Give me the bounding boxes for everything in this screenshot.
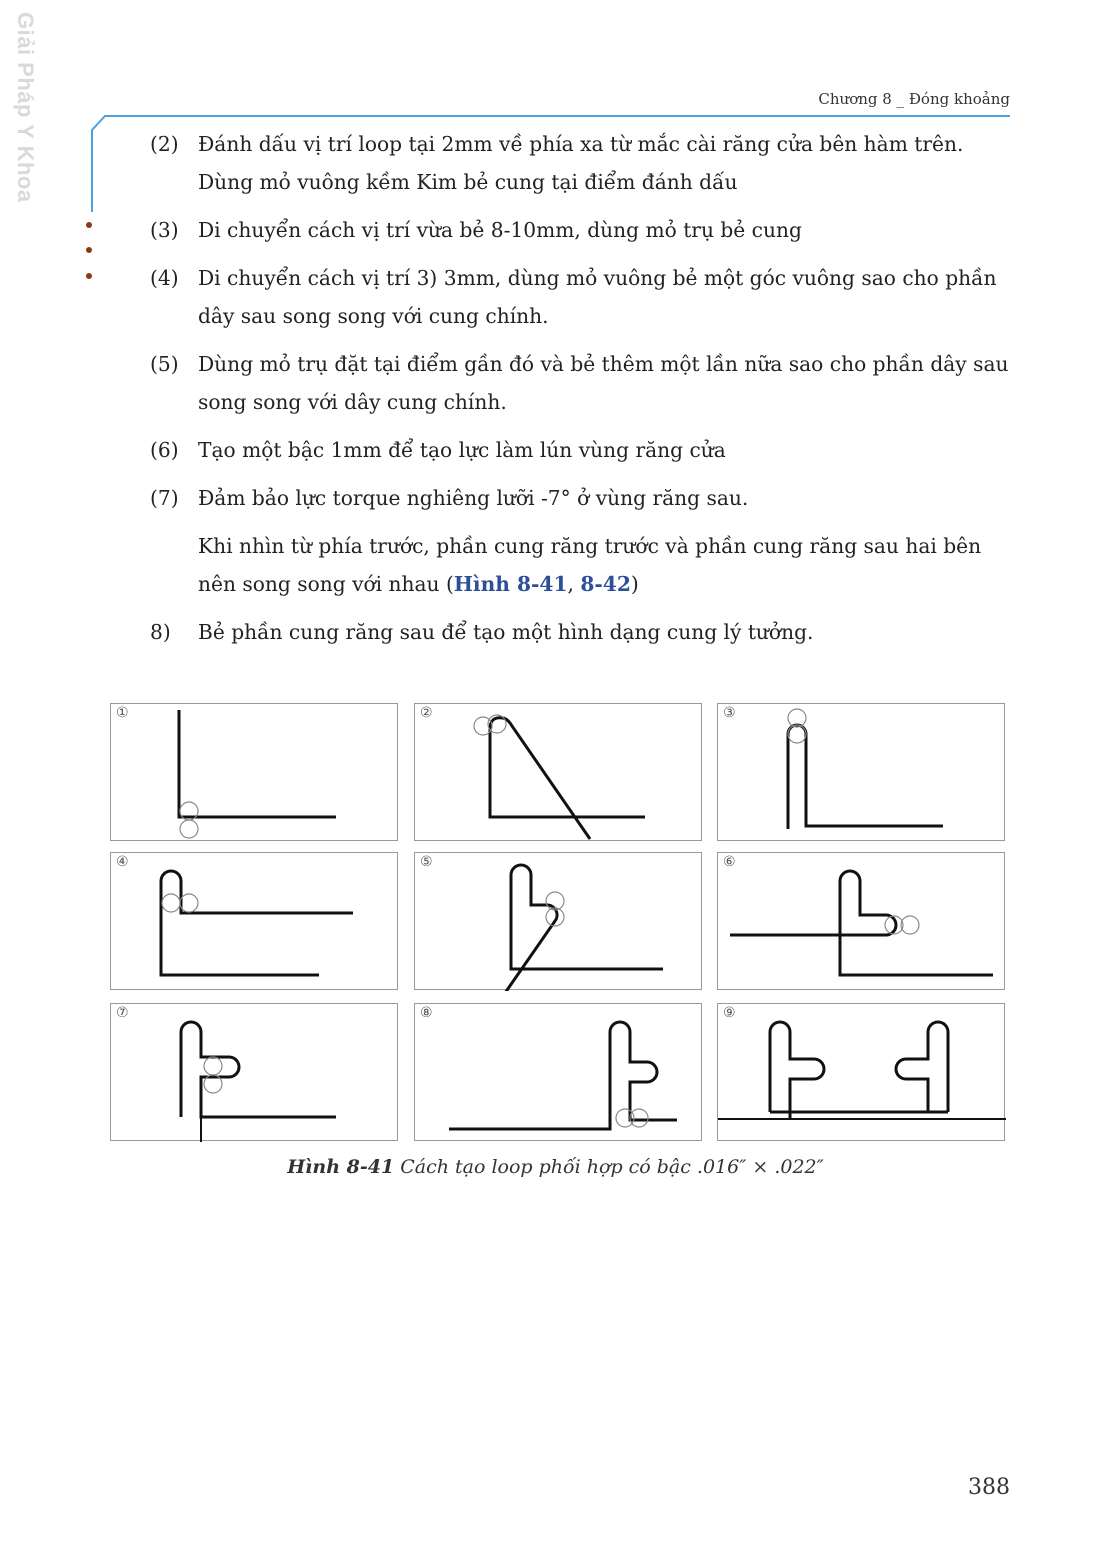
step-text: Đảm bảo lực torque nghiêng lưỡi -7° ở vùng răng sau. — [198, 486, 749, 510]
step-text: Di chuyển cách vị trí vừa bẻ 8-10mm, dùng mỏ trụ bẻ cung — [198, 218, 802, 242]
step-item — [150, 211, 1012, 249]
figure-panel — [717, 852, 1005, 990]
step-item — [150, 613, 1012, 651]
figure-caption — [0, 1156, 1111, 1178]
panel-number: ② — [420, 705, 433, 721]
panel-number: ⑧ — [420, 1005, 433, 1021]
note-text-end: ) — [630, 572, 639, 596]
wire-bend-step-6-icon — [718, 853, 1006, 991]
step-text: Di chuyển cách vị trí 3) 3mm, dùng mỏ vuông bẻ một góc vuông sao cho phần dây sau song song với cung chính. — [198, 266, 997, 328]
bullet-dot — [86, 273, 92, 279]
step-item — [150, 259, 1012, 335]
figure-panel — [110, 703, 398, 841]
side-brand-watermark: Giải Pháp Y Khoa — [13, 12, 38, 203]
step-number: (2) — [150, 132, 179, 156]
panel-number: ⑨ — [723, 1005, 736, 1021]
figure-panel — [110, 1003, 398, 1141]
wire-bend-step-9-icon — [718, 1004, 1006, 1142]
instruction-list — [150, 125, 1012, 661]
figure-panel — [717, 703, 1005, 841]
figure-panel — [414, 703, 702, 841]
bullet-dot — [86, 247, 92, 253]
step-text: Đánh dấu vị trí loop tại 2mm về phía xa từ mắc cài răng cửa bên hàm trên. Dùng mỏ vuông kềm Kim bẻ cung tại điểm đánh dấu — [198, 132, 964, 194]
note-text: Khi nhìn từ phía trước, phần cung răng trước và phần cung răng sau hai bên nên song song với nhau ( — [198, 534, 982, 596]
panel-number: ⑤ — [420, 854, 433, 870]
caption-text: Cách tạo loop phối hợp có bậc .016″ × .022″ — [394, 1156, 824, 1178]
step-number: (6) — [150, 438, 179, 462]
figure-panel — [717, 1003, 1005, 1141]
figure-panel — [414, 1003, 702, 1141]
panel-number: ⑦ — [116, 1005, 129, 1021]
wire-bend-step-4-icon — [111, 853, 399, 991]
step-number: (4) — [150, 266, 179, 290]
figure-panel — [414, 852, 702, 990]
wire-bend-step-1-icon — [111, 704, 399, 842]
wire-bend-step-3-icon — [718, 704, 1006, 842]
step-text: Bẻ phần cung răng sau để tạo một hình dạng cung lý tưởng. — [198, 620, 814, 644]
step-item — [150, 479, 1012, 517]
figure-panel — [110, 852, 398, 990]
figure-ref-link[interactable]: Hình 8-41 — [453, 572, 568, 596]
page-number: 388 — [968, 1475, 1010, 1500]
panel-number: ③ — [723, 705, 736, 721]
wire-bend-step-2-icon — [415, 704, 703, 842]
figure-ref-link[interactable]: 8-42 — [580, 572, 631, 596]
step-number: (5) — [150, 352, 179, 376]
step-item — [150, 125, 1012, 201]
parallel-note — [198, 527, 1012, 603]
wire-bend-step-7-icon — [111, 1004, 399, 1142]
figure-8-41 — [108, 701, 1010, 1145]
figure-label: Hình 8-41 — [287, 1156, 395, 1178]
chapter-header: Chương 8 _ Đóng khoảng — [818, 90, 1010, 108]
wire-bend-step-8-icon — [415, 1004, 703, 1142]
step-item — [150, 345, 1012, 421]
step-text: Tạo một bậc 1mm để tạo lực làm lún vùng răng cửa — [198, 438, 726, 462]
step-text: Dùng mỏ trụ đặt tại điểm gần đó và bẻ thêm một lần nữa sao cho phần dây sau song song với dây cung chính. — [198, 352, 1009, 414]
bullet-dot — [86, 222, 92, 228]
step-number: (3) — [150, 218, 179, 242]
panel-number: ① — [116, 705, 129, 721]
panel-number: ④ — [116, 854, 129, 870]
note-separator: , — [567, 572, 581, 596]
step-item — [150, 431, 1012, 469]
step-number: 8) — [150, 620, 171, 644]
wire-bend-step-5-icon — [415, 853, 703, 991]
panel-number: ⑥ — [723, 854, 736, 870]
step-number: (7) — [150, 486, 179, 510]
